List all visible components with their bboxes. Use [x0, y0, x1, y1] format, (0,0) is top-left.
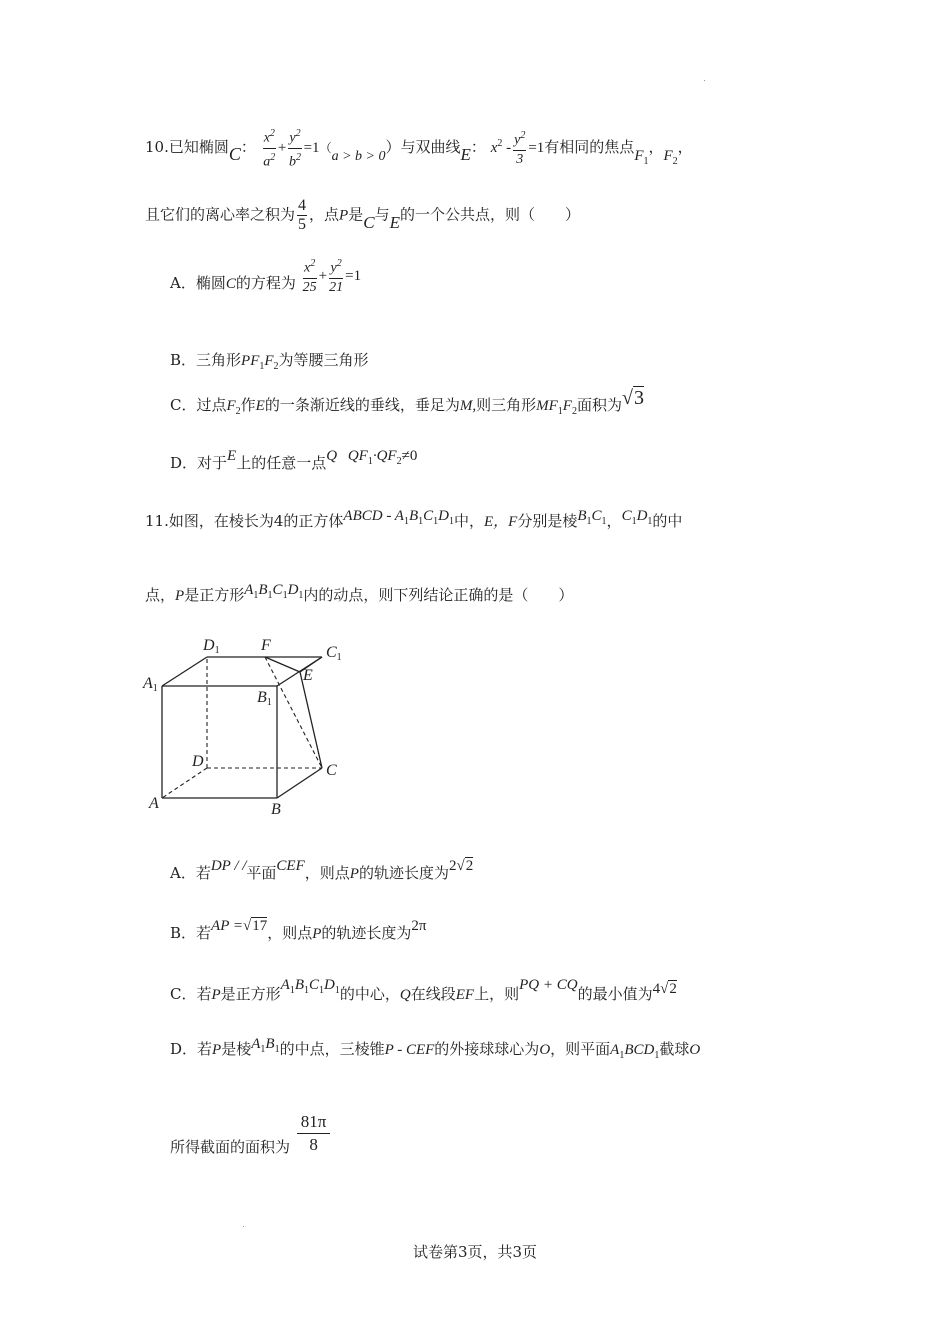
- hidden-edge-d-a: [162, 768, 207, 798]
- ellipse-x-term: $\frac{x^2}{a^2}$: [263, 128, 276, 170]
- q10-option-d: D．对于E上的任意一点Q $QF_1\cdot QF_2\ne 0$: [170, 448, 418, 472]
- q10-stem-line1: 10.已知椭圆C： $\frac{x^2}{a^2}$ + $\frac{y^2}{b^2}$ =1（a > b > 0）与双曲线E： $x^2$ - $\frac{y^2}{3}$ =1有相同的焦点$F_1$，$F_2$，: [145, 128, 693, 170]
- label-c: C: [326, 762, 337, 779]
- speck-top-right: [704, 80, 705, 81]
- q10-stem-line2: 且它们的离心率之积为 $\frac{4}{5}$ ，点P是C与E的一个公共点，则（ ）: [145, 197, 580, 233]
- q10-option-c: C．过点$F_2$作E的一条渐近线的垂线，垂足为M,则三角形$MF_1F_2$面积为√3: [170, 387, 644, 417]
- q10-option-b: B．三角形$PF_1F_2$为等腰三角形: [170, 351, 369, 372]
- q11-stem-line1: 11.如图，在棱长为4的正方体ABCD - $A_1B_1C_1D_1$中，E，F分别是棱$B_1C_1$，$C_1D_1$的中: [145, 508, 683, 530]
- label-e: E: [303, 667, 313, 684]
- segment-f-e: [265, 657, 300, 672]
- q11-option-d: D．若P是棱$A_1B_1$的中点，三棱锥P - CEF的外接球球心为O，则平面$A_1BCD_1$截球O: [170, 1036, 701, 1061]
- cube-figure: [140, 630, 360, 820]
- label-d: D: [192, 753, 204, 770]
- q11-stem-line2: 点，P是正方形$A_1B_1C_1D_1$内的动点，则下列结论正确的是（ ）: [145, 582, 574, 604]
- hidden-segment-f-c: [265, 657, 322, 768]
- label-d1: D1: [203, 637, 220, 656]
- label-f: F: [261, 637, 271, 654]
- label-b: B: [271, 801, 281, 818]
- speck-bottom-left: [243, 1226, 244, 1227]
- segment-e-c: [300, 672, 322, 768]
- section-area-fraction: $\frac{81\pi}{8}$: [297, 1114, 331, 1153]
- label-a1: A1: [143, 675, 158, 694]
- q11-option-c: C．若P是正方形$A_1B_1C_1D_1$的中心，Q在线段EF上，则PQ + CQ的最小值为4√2: [170, 977, 677, 1003]
- hyperbola-y-term: $\frac{y^2}{3}$: [514, 130, 526, 167]
- q10-option-a: A．椭圆C的方程为 $\frac{x^2}{25}$ + $\frac{y^2}{21}$ =1: [170, 258, 362, 295]
- ellipse-y-term: $\frac{y^2}{b^2}$: [288, 128, 301, 170]
- label-c1: C1: [326, 644, 342, 663]
- q11-option-b: B．若AP =√17，则点P的轨迹长度为2π: [170, 918, 427, 942]
- page-footer: 试卷第3页，共3页: [412, 1243, 538, 1261]
- edge-a1-d1: [162, 657, 207, 686]
- edge-b-c: [277, 768, 322, 798]
- eccentricity-product: $\frac{4}{5}$: [298, 197, 307, 233]
- label-b1: B1: [257, 689, 272, 708]
- q11-option-a: A．若DP / /平面CEF，则点P的轨迹长度为2√2: [170, 858, 474, 882]
- q11-option-d-line2: 所得截面的面积为 $\frac{81\pi}{8}$: [170, 1114, 332, 1153]
- label-a: A: [149, 795, 159, 812]
